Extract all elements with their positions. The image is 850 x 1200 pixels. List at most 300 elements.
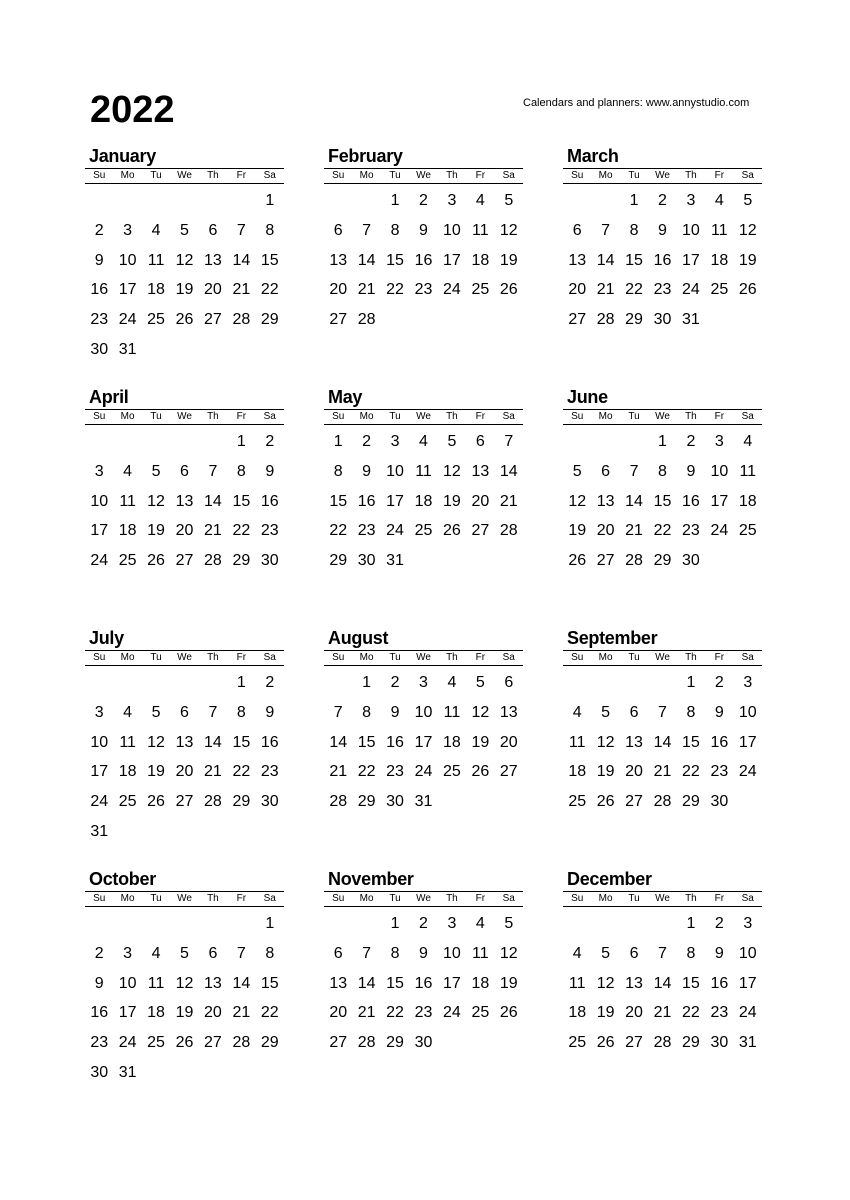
day-cell: 19 — [147, 522, 165, 540]
day-cell: 10 — [118, 251, 137, 269]
day-cell: 13 — [329, 251, 348, 269]
weekday-label: Su — [571, 652, 584, 663]
day-cell: 17 — [118, 281, 137, 299]
day-cell: 23 — [90, 311, 109, 329]
day-cell: 16 — [414, 251, 433, 269]
day-cell: 7 — [208, 462, 218, 480]
day-cell: 13 — [499, 703, 518, 721]
day-cell: 24 — [386, 522, 404, 540]
day-cell: 7 — [333, 703, 343, 721]
day-cell: 31 — [386, 552, 404, 570]
day-cell: 6 — [208, 221, 218, 239]
day-cell: 22 — [357, 763, 376, 781]
day-cell: 15 — [232, 733, 251, 751]
day-cell: 24 — [443, 1004, 461, 1022]
empty-cell — [113, 427, 141, 457]
weekday-label: Mo — [598, 411, 613, 422]
empty-cell — [142, 427, 170, 457]
day-cell: 28 — [499, 522, 518, 540]
weekday-label: We — [416, 652, 431, 663]
day-cell: 27 — [499, 763, 518, 781]
day-cell: 25 — [443, 763, 461, 781]
day-cell: 4 — [714, 192, 724, 209]
day-cell: 20 — [625, 763, 643, 781]
empty-cell — [85, 909, 113, 939]
day-grid — [324, 427, 523, 576]
empty-cell — [620, 909, 648, 939]
day-cell: 19 — [596, 763, 615, 781]
weekday-label: Fr — [714, 893, 725, 904]
day-cell: 2 — [714, 674, 724, 691]
day-cell: 6 — [629, 703, 639, 721]
day-cell: 4 — [572, 703, 582, 721]
weekday-label: Mo — [120, 652, 135, 663]
day-cell: 10 — [90, 492, 109, 510]
weekday-label: Su — [332, 411, 345, 422]
day-cell: 14 — [653, 733, 672, 751]
day-cell: 29 — [357, 793, 376, 811]
day-cell: 15 — [682, 733, 700, 751]
weekday-label: Fr — [475, 893, 486, 904]
day-cell: 12 — [443, 462, 461, 480]
day-grid — [85, 668, 284, 847]
weekday-label: Su — [571, 411, 584, 422]
day-cell: 4 — [447, 674, 457, 691]
day-cell: 11 — [568, 974, 586, 992]
day-cell: 2 — [419, 192, 428, 209]
day-cell: 5 — [601, 703, 611, 721]
empty-cell — [170, 668, 198, 698]
weekday-label: We — [177, 170, 192, 181]
day-cell: 24 — [443, 281, 461, 299]
day-cell: 9 — [686, 462, 696, 480]
weekday-label: Fr — [236, 170, 247, 181]
day-cell: 30 — [90, 340, 109, 358]
day-cell: 4 — [475, 915, 485, 932]
day-cell: 27 — [175, 793, 194, 811]
weekday-label: Sa — [502, 411, 515, 422]
day-cell: 9 — [362, 462, 372, 480]
weekday-label: Th — [446, 170, 458, 181]
day-cell: 17 — [682, 251, 700, 269]
month-august — [324, 627, 523, 817]
day-cell: 11 — [443, 703, 461, 721]
day-cell: 12 — [175, 974, 194, 992]
weekday-label: Fr — [714, 652, 725, 663]
weekday-label: Tu — [150, 170, 162, 181]
day-cell: 15 — [260, 251, 279, 269]
weekday-label: We — [177, 652, 192, 663]
month-title: December — [567, 869, 652, 889]
day-cell: 23 — [414, 1004, 433, 1022]
day-grid — [324, 186, 523, 335]
day-cell: 7 — [658, 944, 667, 962]
day-cell: 27 — [329, 311, 348, 329]
day-cell: 21 — [653, 1004, 672, 1022]
day-cell: 21 — [329, 763, 348, 781]
day-cell: 17 — [738, 974, 757, 992]
day-cell: 23 — [260, 522, 279, 540]
day-cell: 25 — [710, 281, 729, 299]
day-cell: 27 — [625, 793, 643, 811]
weekday-header — [85, 891, 284, 907]
day-cell: 19 — [568, 522, 587, 540]
day-cell: 19 — [499, 251, 518, 269]
weekday-label: Tu — [389, 893, 401, 904]
day-cell: 9 — [94, 251, 104, 269]
day-cell: 13 — [596, 492, 615, 510]
day-cell: 28 — [596, 311, 615, 329]
day-cell: 4 — [151, 221, 161, 239]
day-cell: 1 — [265, 915, 275, 932]
empty-cell — [324, 186, 352, 216]
day-cell: 13 — [625, 733, 643, 751]
empty-cell — [199, 909, 227, 939]
day-cell: 26 — [596, 1034, 615, 1052]
day-cell: 7 — [601, 221, 611, 239]
day-cell: 13 — [175, 492, 194, 510]
day-cell: 21 — [204, 522, 222, 540]
day-cell: 1 — [390, 915, 400, 932]
day-cell: 27 — [568, 311, 587, 329]
day-cell: 26 — [471, 763, 490, 781]
day-cell: 21 — [499, 492, 518, 510]
day-cell: 24 — [738, 1004, 757, 1022]
day-cell: 25 — [118, 552, 137, 570]
day-cell: 31 — [118, 1063, 137, 1081]
empty-cell — [142, 668, 170, 698]
day-cell: 23 — [260, 763, 279, 781]
day-cell: 20 — [329, 281, 348, 299]
day-cell: 30 — [90, 1063, 109, 1081]
day-cell: 10 — [414, 703, 433, 721]
day-cell: 28 — [204, 552, 222, 570]
day-cell: 7 — [236, 944, 246, 962]
day-cell: 17 — [443, 251, 461, 269]
day-cell: 26 — [147, 793, 165, 811]
day-cell: 16 — [90, 1004, 109, 1022]
day-cell: 25 — [738, 522, 757, 540]
day-cell: 18 — [118, 763, 137, 781]
day-cell: 11 — [472, 221, 489, 239]
day-cell: 2 — [686, 433, 696, 450]
weekday-label: We — [655, 652, 670, 663]
day-cell: 1 — [390, 192, 400, 209]
month-title: May — [328, 387, 363, 407]
day-cell: 6 — [572, 221, 582, 239]
month-title: March — [567, 146, 619, 166]
month-title: September — [567, 628, 658, 648]
day-cell: 20 — [568, 281, 587, 299]
empty-cell — [563, 427, 591, 457]
day-cell: 1 — [236, 433, 246, 450]
day-cell: 17 — [90, 522, 109, 540]
day-cell: 6 — [504, 674, 514, 691]
day-cell: 18 — [147, 1004, 165, 1022]
day-cell: 15 — [260, 974, 279, 992]
weekday-label: Mo — [359, 652, 374, 663]
weekday-label: Sa — [741, 893, 754, 904]
day-cell: 20 — [204, 281, 222, 299]
day-cell: 19 — [147, 763, 165, 781]
month-september — [563, 627, 762, 817]
day-cell: 20 — [175, 763, 194, 781]
weekday-header — [324, 891, 523, 907]
day-cell: 26 — [499, 281, 518, 299]
day-cell: 16 — [90, 281, 109, 299]
day-cell: 8 — [390, 944, 400, 962]
weekday-label: Mo — [359, 411, 374, 422]
day-grid — [324, 909, 523, 1058]
day-cell: 28 — [232, 311, 251, 329]
weekday-label: Sa — [263, 411, 276, 422]
day-cell: 5 — [180, 944, 189, 962]
day-cell: 25 — [147, 311, 165, 329]
day-grid — [85, 427, 284, 576]
month-title: April — [89, 387, 129, 407]
weekday-label: Mo — [598, 170, 613, 181]
day-cell: 3 — [94, 462, 104, 480]
day-cell: 14 — [625, 492, 643, 510]
day-cell: 4 — [743, 433, 753, 450]
day-cell: 13 — [204, 974, 222, 992]
day-cell: 11 — [739, 462, 757, 480]
day-cell: 15 — [329, 492, 348, 510]
day-cell: 29 — [682, 793, 700, 811]
day-cell: 27 — [596, 552, 615, 570]
day-cell: 30 — [357, 552, 376, 570]
day-cell: 18 — [710, 251, 729, 269]
day-cell: 16 — [710, 974, 729, 992]
weekday-label: We — [177, 411, 192, 422]
weekday-label: Su — [332, 170, 345, 181]
weekday-label: Fr — [236, 893, 247, 904]
day-cell: 9 — [658, 221, 667, 239]
day-cell: 29 — [386, 1034, 404, 1052]
day-cell: 5 — [180, 221, 189, 239]
day-cell: 16 — [386, 733, 404, 751]
empty-cell — [563, 668, 591, 698]
day-cell: 8 — [265, 221, 275, 239]
weekday-label: Sa — [741, 652, 754, 663]
day-cell: 18 — [738, 492, 757, 510]
weekday-label: Th — [207, 893, 219, 904]
day-cell: 16 — [653, 251, 672, 269]
day-cell: 22 — [653, 522, 672, 540]
weekday-label: Sa — [263, 893, 276, 904]
day-cell: 15 — [386, 251, 404, 269]
year-title: 2022 — [90, 89, 175, 131]
day-cell: 17 — [710, 492, 729, 510]
weekday-header — [85, 409, 284, 425]
day-cell: 30 — [710, 793, 729, 811]
credit-text: Calendars and planners: www.annystudio.com — [523, 97, 750, 109]
day-cell: 7 — [658, 703, 667, 721]
month-february — [324, 145, 523, 335]
empty-cell — [324, 909, 352, 939]
day-cell: 27 — [471, 522, 490, 540]
month-may — [324, 386, 523, 576]
weekday-label: Tu — [389, 170, 401, 181]
day-cell: 8 — [686, 944, 696, 962]
empty-cell — [563, 909, 591, 939]
day-cell: 2 — [94, 944, 104, 962]
day-cell: 30 — [710, 1034, 729, 1052]
weekday-label: We — [416, 170, 431, 181]
day-cell: 13 — [471, 462, 490, 480]
day-cell: 20 — [625, 1004, 643, 1022]
day-cell: 5 — [151, 703, 161, 721]
day-cell: 9 — [390, 703, 400, 721]
day-cell: 15 — [232, 492, 251, 510]
day-cell: 22 — [625, 281, 643, 299]
weekday-header — [563, 891, 762, 907]
day-cell: 21 — [625, 522, 643, 540]
day-cell: 7 — [236, 221, 246, 239]
day-cell: 1 — [686, 674, 696, 691]
day-cell: 23 — [653, 281, 672, 299]
day-cell: 10 — [738, 703, 757, 721]
day-cell: 28 — [204, 793, 222, 811]
day-cell: 29 — [329, 552, 348, 570]
weekday-header — [563, 168, 762, 184]
day-cell: 25 — [414, 522, 433, 540]
day-cell: 10 — [443, 221, 461, 239]
day-cell: 5 — [601, 944, 611, 962]
day-cell: 31 — [118, 340, 137, 358]
empty-cell — [199, 427, 227, 457]
day-cell: 16 — [414, 974, 433, 992]
empty-cell — [591, 427, 619, 457]
day-cell: 6 — [629, 944, 639, 962]
day-cell: 12 — [568, 492, 587, 510]
day-cell: 25 — [147, 1034, 165, 1052]
weekday-label: Th — [685, 652, 697, 663]
day-cell: 18 — [471, 974, 490, 992]
month-title: November — [328, 869, 414, 889]
day-cell: 23 — [414, 281, 433, 299]
day-cell: 28 — [653, 793, 672, 811]
empty-cell — [620, 427, 648, 457]
empty-cell — [142, 909, 170, 939]
day-cell: 20 — [596, 522, 615, 540]
day-cell: 22 — [386, 1004, 404, 1022]
weekday-label: Mo — [598, 652, 613, 663]
weekday-label: Fr — [714, 411, 725, 422]
day-cell: 8 — [333, 462, 343, 480]
day-cell: 14 — [357, 251, 376, 269]
day-cell: 20 — [329, 1004, 348, 1022]
day-cell: 18 — [147, 281, 165, 299]
day-cell: 11 — [711, 221, 728, 239]
day-cell: 19 — [471, 733, 490, 751]
empty-cell — [324, 668, 352, 698]
day-cell: 11 — [119, 492, 136, 510]
day-cell: 20 — [499, 733, 518, 751]
empty-cell — [591, 909, 619, 939]
weekday-label: Tu — [628, 170, 640, 181]
day-cell: 23 — [682, 522, 700, 540]
weekday-label: Sa — [502, 170, 515, 181]
day-cell: 4 — [123, 462, 133, 480]
day-cell: 17 — [386, 492, 404, 510]
day-cell: 20 — [471, 492, 490, 510]
day-cell: 11 — [415, 462, 432, 480]
weekday-label: Fr — [236, 411, 247, 422]
day-cell: 19 — [175, 281, 194, 299]
empty-cell — [352, 909, 380, 939]
month-march — [563, 145, 762, 335]
day-cell: 18 — [568, 1004, 587, 1022]
day-cell: 13 — [625, 974, 643, 992]
day-cell: 2 — [658, 192, 667, 209]
empty-cell — [113, 909, 141, 939]
weekday-header — [324, 650, 523, 666]
day-cell: 29 — [625, 311, 643, 329]
day-cell: 4 — [123, 703, 133, 721]
weekday-label: Mo — [359, 893, 374, 904]
day-cell: 7 — [208, 703, 218, 721]
day-cell: 1 — [265, 192, 275, 209]
day-cell: 1 — [333, 433, 343, 450]
weekday-label: Sa — [502, 893, 515, 904]
day-cell: 15 — [653, 492, 672, 510]
day-cell: 23 — [710, 1004, 729, 1022]
weekday-label: Fr — [475, 652, 486, 663]
day-grid — [324, 668, 523, 817]
day-cell: 18 — [414, 492, 433, 510]
day-cell: 11 — [147, 251, 165, 269]
empty-cell — [591, 186, 619, 216]
day-cell: 9 — [265, 462, 275, 480]
day-cell: 1 — [686, 915, 696, 932]
empty-cell — [142, 186, 170, 216]
empty-cell — [170, 909, 198, 939]
day-cell: 5 — [504, 192, 514, 209]
day-cell: 5 — [572, 462, 582, 480]
day-cell: 14 — [357, 974, 376, 992]
day-cell: 2 — [714, 915, 724, 932]
day-cell: 24 — [710, 522, 729, 540]
month-title: July — [89, 628, 124, 648]
day-cell: 2 — [265, 674, 275, 691]
day-cell: 30 — [682, 552, 700, 570]
day-cell: 21 — [232, 281, 251, 299]
day-cell: 8 — [629, 221, 639, 239]
weekday-header — [563, 650, 762, 666]
day-cell: 24 — [682, 281, 700, 299]
weekday-label: We — [655, 411, 670, 422]
day-cell: 26 — [175, 311, 194, 329]
day-cell: 3 — [743, 915, 753, 932]
weekday-label: Tu — [150, 652, 162, 663]
weekday-label: Su — [93, 170, 106, 181]
day-cell: 8 — [658, 462, 667, 480]
day-cell: 14 — [204, 733, 222, 751]
day-cell: 26 — [147, 552, 165, 570]
day-cell: 13 — [329, 974, 348, 992]
day-cell: 28 — [625, 552, 643, 570]
weekday-label: Mo — [359, 170, 374, 181]
day-cell: 1 — [236, 674, 246, 691]
weekday-label: Sa — [263, 652, 276, 663]
day-cell: 14 — [329, 733, 348, 751]
day-cell: 28 — [329, 793, 348, 811]
day-cell: 19 — [499, 974, 518, 992]
day-cell: 21 — [232, 1004, 251, 1022]
day-cell: 30 — [386, 793, 404, 811]
weekday-label: Su — [571, 893, 584, 904]
